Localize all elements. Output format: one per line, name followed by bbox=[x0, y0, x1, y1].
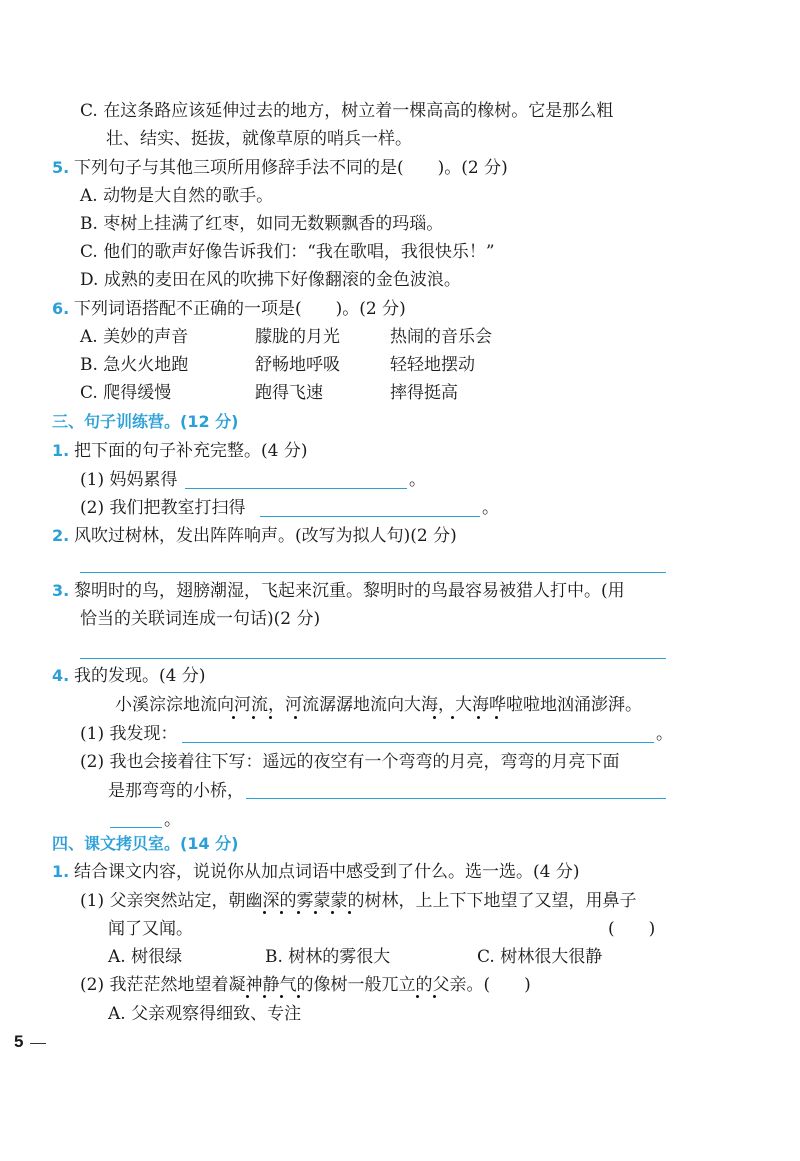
emphasis-dot bbox=[294, 716, 297, 719]
s3-q3-line1-text: 黎明时的鸟，翅膀潮湿，飞起来沉重。黎明时的鸟最容易被猎人打中。(用 bbox=[74, 581, 625, 601]
section-4-title: 四、课文拷贝室。(14 分) bbox=[52, 834, 239, 853]
q4-option-c-line1: C. 在这条路应该延伸过去的地方，树立着一棵高高的橡树。它是那么粗 bbox=[80, 101, 614, 121]
s3-q4-sub2-answer-line-1[interactable] bbox=[246, 798, 666, 799]
s4-q1-part1-options bbox=[108, 945, 602, 969]
q6-cell: 舒畅地呼吸 bbox=[255, 355, 340, 375]
q6-stem-text: 下列词语搭配不正确的一项是( )。(2 分) bbox=[74, 299, 406, 319]
emphasis-dot bbox=[416, 995, 419, 998]
s3-q4-stem bbox=[52, 664, 205, 688]
s3-q1-stem-text: 把下面的句子补充完整。(4 分) bbox=[74, 441, 308, 461]
emphasis-dot bbox=[297, 911, 300, 914]
s4-q1-part2: (2) 我茫茫然地望着凝神静气的像树一般兀立的父亲。( ) bbox=[80, 975, 531, 995]
s3-q4-number: 4. bbox=[52, 666, 70, 685]
s3-q4-sub2-line1: (2) 我也会接着往下写：遥远的夜空有一个弯弯的月亮，弯弯的月亮下面 bbox=[80, 752, 620, 772]
option-b: B. 树林的雾很大 bbox=[265, 947, 391, 967]
q5-option-c: C. 他们的歌声好像告诉我们：“我在歌唱，我很快乐！” bbox=[80, 242, 495, 262]
s3-q3-line2: 恰当的关联词连成一句话)(2 分) bbox=[80, 609, 321, 629]
q5-stem-text: 下列句子与其他三项所用修辞手法不同的是( )。(2 分) bbox=[74, 158, 508, 178]
page-number-dash bbox=[30, 1043, 46, 1044]
emphasis-dot bbox=[280, 995, 283, 998]
q5-number: 5. bbox=[52, 158, 70, 177]
s4-q1-number: 1. bbox=[52, 862, 70, 881]
s3-q4-sub2-answer-line-2[interactable] bbox=[110, 827, 162, 828]
s3-q4-sub1-end: 。 bbox=[656, 724, 673, 744]
section-3-title: 三、句子训练营。(12 分) bbox=[52, 412, 239, 431]
s3-q4-sub1: (1) 我发现： bbox=[80, 724, 178, 744]
option-c: C. 树林很大很静 bbox=[477, 947, 603, 967]
s3-q1-sub1-answer-line[interactable] bbox=[185, 488, 407, 489]
emphasis-dot bbox=[269, 716, 272, 719]
s3-q3-answer-line[interactable] bbox=[80, 658, 666, 659]
s3-q3-line1 bbox=[52, 579, 625, 603]
q6-cell: 朦胧的月光 bbox=[255, 327, 340, 347]
q5-option-a: A. 动物是大自然的歌手。 bbox=[80, 186, 274, 206]
s3-q1-sub1: (1) 妈妈累得 bbox=[80, 470, 178, 490]
emphasis-dot bbox=[433, 716, 436, 719]
emphasis-dot bbox=[263, 995, 266, 998]
s3-q4-stem-text: 我的发现。(4 分) bbox=[74, 666, 206, 686]
emphasis-dot bbox=[314, 911, 317, 914]
s3-q3-number: 3. bbox=[52, 581, 70, 600]
emphasis-dot bbox=[451, 716, 454, 719]
emphasis-dot bbox=[348, 911, 351, 914]
option-a: A. 树很绿 bbox=[108, 947, 183, 967]
s3-q4-sub2-line2: 是那弯弯的小桥， bbox=[108, 781, 244, 801]
page-number: 5 bbox=[14, 1032, 24, 1051]
q6-cell: 跑得飞速 bbox=[255, 383, 323, 403]
q6-cell: 热闹的音乐会 bbox=[390, 327, 492, 347]
q5-option-b: B. 枣树上挂满了红枣，如同无数颗飘香的玛瑙。 bbox=[80, 214, 444, 234]
q4-option-c-line2: 壮、结实、挺拔，就像草原的哨兵一样。 bbox=[106, 129, 412, 149]
s3-q2-number: 2. bbox=[52, 526, 70, 545]
q6-stem bbox=[52, 297, 406, 321]
s3-q1-sub2-end: 。 bbox=[482, 498, 499, 518]
emphasis-dot bbox=[477, 716, 480, 719]
emphasis-dot bbox=[433, 995, 436, 998]
s3-q1-number: 1. bbox=[52, 441, 70, 460]
s3-q1-sub1-end: 。 bbox=[409, 470, 426, 490]
q6-cell: A. 美妙的声音 bbox=[80, 327, 189, 347]
s3-q4-sentence: 小溪淙淙地流向河流，河流潺潺地流向大海，大海哗啦啦地汹涌澎湃。 bbox=[115, 695, 642, 715]
q6-cell: 轻轻地摆动 bbox=[390, 355, 475, 375]
emphasis-dot bbox=[280, 911, 283, 914]
s3-q1-sub2: (2) 我们把教室打扫得 bbox=[80, 498, 246, 518]
q6-row-c bbox=[80, 381, 458, 405]
s3-q4-sub1-answer-line[interactable] bbox=[182, 742, 654, 743]
s4-q1-part1-line1: (1) 父亲突然站定，朝幽深的雾蒙蒙的树林，上上下下地望了又望，用鼻子 bbox=[80, 891, 637, 911]
q6-row-a bbox=[80, 325, 492, 349]
emphasis-dot bbox=[232, 716, 235, 719]
emphasis-dot bbox=[331, 911, 334, 914]
s4-q1-stem bbox=[52, 860, 579, 884]
s3-q4-sub2-end: 。 bbox=[164, 810, 181, 830]
q6-number: 6. bbox=[52, 299, 70, 318]
s3-q2-stem-text: 风吹过树林，发出阵阵响声。(改写为拟人句)(2 分) bbox=[74, 526, 457, 546]
s3-q1-stem bbox=[52, 439, 307, 463]
q6-cell: B. 急火火地跑 bbox=[80, 355, 189, 375]
q6-row-b bbox=[80, 353, 475, 377]
emphasis-dot bbox=[495, 716, 498, 719]
q6-cell: 摔得挺高 bbox=[390, 383, 458, 403]
s4-q1-stem-text: 结合课文内容，说说你从加点词语中感受到了什么。选一选。(4 分) bbox=[74, 862, 580, 882]
s4-q1-part2-option-a: A. 父亲观察得细致、专注 bbox=[108, 1004, 302, 1024]
s4-q1-part1-line2: 闻了又闻。 bbox=[108, 919, 193, 939]
emphasis-dot bbox=[252, 716, 255, 719]
s3-q2-answer-line[interactable] bbox=[80, 572, 666, 573]
emphasis-dot bbox=[297, 995, 300, 998]
q5-option-d: D. 成熟的麦田在风的吹拂下好像翻滚的金色波浪。 bbox=[80, 270, 461, 290]
emphasis-dot bbox=[246, 995, 249, 998]
s3-q1-sub2-answer-line[interactable] bbox=[260, 516, 480, 517]
q6-cell: C. 爬得缓慢 bbox=[80, 383, 172, 403]
emphasis-dot bbox=[263, 911, 266, 914]
s4-q1-part1-answer-paren[interactable]: ( ) bbox=[608, 919, 656, 939]
q5-stem bbox=[52, 156, 508, 180]
s3-q2-stem bbox=[52, 524, 457, 548]
